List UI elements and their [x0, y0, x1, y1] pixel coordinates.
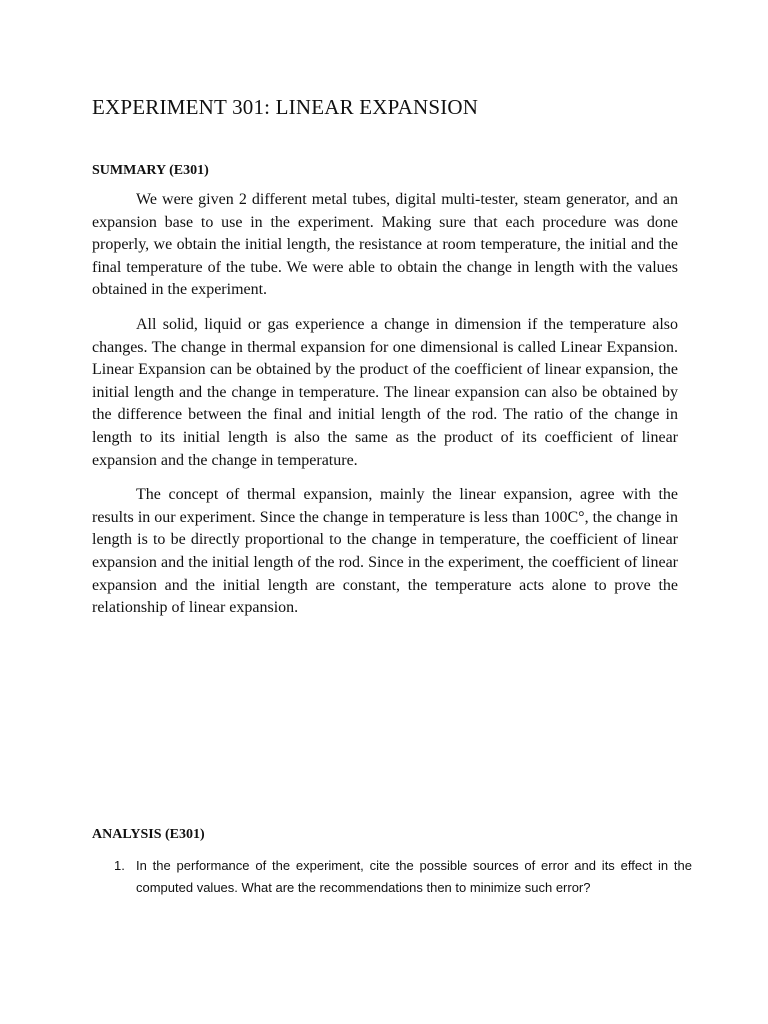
analysis-question: [92, 855, 692, 899]
question-number: 1.: [114, 858, 125, 873]
question-text: In the performance of the experiment, cite the possible sources of error and its effect in the computed values. What are the recommendations then to minimize such error?: [136, 858, 692, 895]
analysis-heading: ANALYSIS (E301): [92, 827, 205, 842]
summary-heading: SUMMARY (E301): [92, 163, 209, 178]
analysis-question-list: [92, 855, 692, 899]
document-title: EXPERIMENT 301: LINEAR EXPANSION: [92, 95, 479, 119]
summary-paragraph: We were given 2 different metal tubes, digital multi-tester, steam generator, and an expansion base to use in the experiment. Making sure that each procedure was done properly, we obtain the initial length, the resistance at room temperature, the initial and the final temperature of the tube. We were able to obtain the change in length with the values obtained in the experiment.: [92, 191, 678, 299]
summary-paragraph: The concept of thermal expansion, mainly the linear expansion, agree with the results in our experiment. Since the change in temperature is less than 100C°, the change in length is to be directly proportional to the change in temperature, the coefficient of linear expansion and the initial length of the rod. Since in the experiment, the coefficient of linear expansion and the initial length are constant, the temperature acts alone to prove the relationship of linear expansion.: [92, 486, 678, 617]
summary-body: [92, 189, 678, 620]
summary-paragraph: All solid, liquid or gas experience a change in dimension if the temperature also changes. The change in thermal expansion for one dimensional is called Linear Expansion. Linear Expansion can be obtained by the product of the coefficient of linear expansion, the initial length and the change in temperature. The linear expansion can also be obtained by the difference between the final and initial length of the rod. The ratio of the change in length to its initial length is also the same as the product of its coefficient of linear expansion and the change in temperature.: [92, 315, 678, 469]
